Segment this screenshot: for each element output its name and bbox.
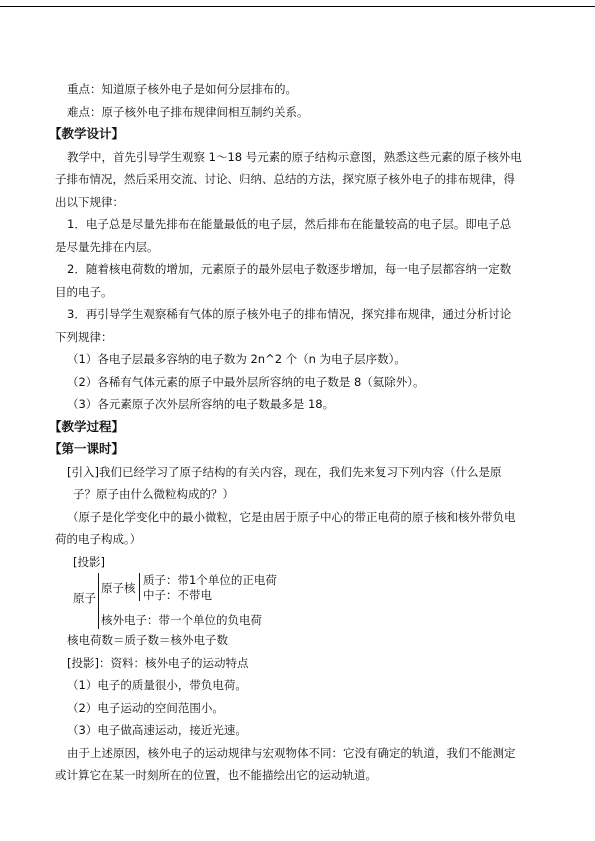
difficulty-line: 难点：原子核外电子排布规律间相互制约关系。 <box>67 104 309 119</box>
rule-2-line-b: 目的电子。 <box>55 284 113 299</box>
process-heading: 【教学过程】 <box>49 418 125 434</box>
answer-line-a: （原子是化学变化中的最小微粒，它是由居于原子中心的带正电荷的原子核和核外带负电 <box>67 509 516 524</box>
proton-label: 质子：带1个单位的正电荷 <box>143 573 277 587</box>
design-intro-line-3: 出以下规律： <box>55 194 124 209</box>
charge-relation: 核电荷数＝质子数＝核外电子数 <box>67 633 228 647</box>
document-body <box>49 78 545 787</box>
sub-rule-3: （3）各元素原子次外层所容纳的电子数最多是 18。 <box>67 397 335 411</box>
design-intro-line-2: 子排布情况，然后采用交流、讨论、归纳、总结的方法，探究原子核外电子的排布规律，得 <box>55 172 515 186</box>
rule-1-line-a: 1．电子总是尽量先排布在能量最低的电子层，然后排布在能量较高的电子层。即电子总 <box>67 217 512 231</box>
design-heading: 【教学设计】 <box>49 126 125 141</box>
header-rule <box>0 6 595 7</box>
atom-structure-diagram <box>73 573 545 629</box>
projection-label: [投影] <box>73 554 105 569</box>
focus-line: 重点：知道原子核外电子是如何分层排布的。 <box>67 82 297 96</box>
atom-brace <box>98 573 99 629</box>
electron-label: 核外电子：带一个单位的负电荷 <box>101 613 262 627</box>
nucleus-label: 原子核 <box>101 581 136 595</box>
projection-2: [投影]：资料：核外电子的运动特点 <box>67 655 249 670</box>
rule-2-line-a: 2．随着核电荷数的增加，元素原子的最外层电子数逐步增加，每一电子层都容纳一定数 <box>67 262 512 276</box>
rule-3-line-a: 3．再引导学生观察稀有气体的原子核外电子的排布情况，探究排布规律，通过分析讨论 <box>67 307 512 321</box>
neutron-label: 中子：不带电 <box>143 588 212 602</box>
motion-feature-2: （2）电子运动的空间范围小。 <box>67 700 224 715</box>
sub-rule-1: （1）各电子层最多容纳的电子数为 2n^2 个（n 为电子层序数）。 <box>67 352 406 366</box>
design-intro-line-1: 教学中，首先引导学生观察 1～18 号元素的原子结构示意图，熟悉这些元素的原子核外电 <box>67 149 522 164</box>
sub-rule-2: （2）各稀有气体元素的原子中最外层所容纳的电子数是 8（氦除外）。 <box>67 374 425 389</box>
answer-line-b: 荷的电子构成。） <box>55 532 142 546</box>
conclusion-line-a: 由于上述原因，核外电子的运动规律与宏观物体不同：它没有确定的轨道，我们不能测定 <box>67 745 516 760</box>
conclusion-line-b: 或计算它在某一时刻所在的位置，也不能描绘出它的运动轨道。 <box>55 768 377 782</box>
atom-label: 原子 <box>73 591 96 605</box>
intro-line-a: [引入]我们已经学习了原子结构的有关内容，现在，我们先来复习下列内容（什么是原 <box>67 464 502 479</box>
motion-feature-1: （1）电子的质量很小，带负电荷。 <box>67 678 247 692</box>
lesson-heading: 【第一课时】 <box>49 441 125 456</box>
intro-line-b: 子？原子由什么微粒构成的？） <box>73 487 234 501</box>
motion-feature-3: （3）电子做高速运动，接近光速。 <box>67 723 247 737</box>
nucleus-brace <box>139 573 140 601</box>
rule-3-line-b: 下列规律： <box>55 329 113 344</box>
rule-1-line-b: 是尽量先排在内层。 <box>55 239 159 254</box>
